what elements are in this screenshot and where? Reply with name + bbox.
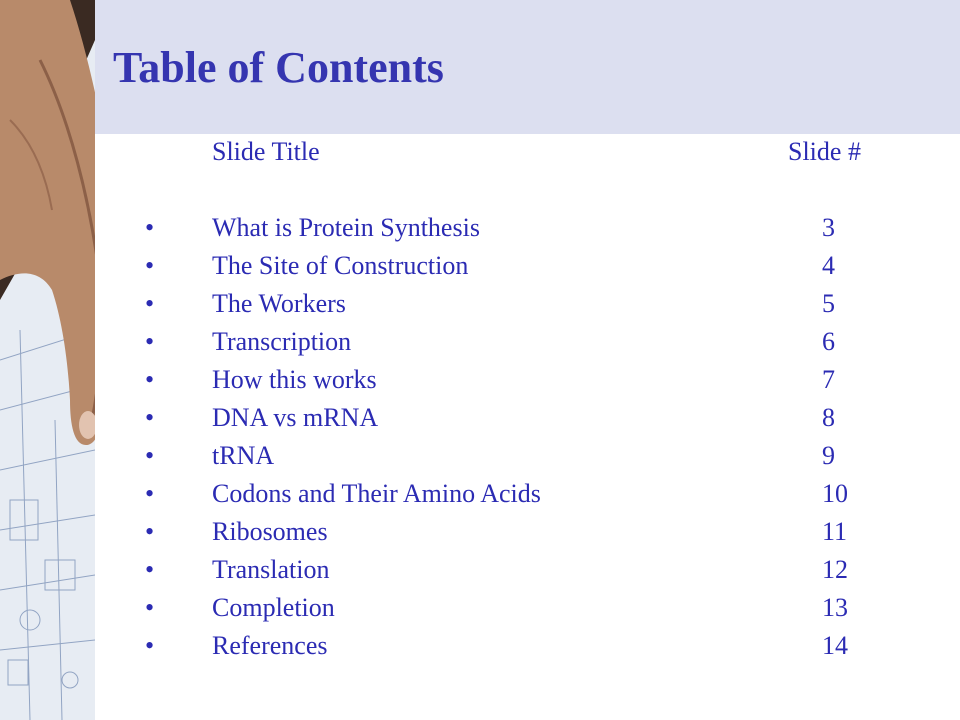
toc-row [0, 513, 960, 551]
toc-item-slide-number: 5 [822, 289, 835, 318]
toc-item-slide-number: 4 [822, 251, 835, 280]
toc-item-title: Transcription [212, 327, 352, 356]
toc-item-slide-number: 6 [822, 327, 835, 356]
toc-item-title: DNA vs mRNA [212, 403, 379, 432]
toc-item-title: tRNA [212, 441, 275, 470]
toc-item-title: Completion [212, 593, 335, 622]
toc-item-title: Ribosomes [212, 517, 328, 546]
bullet: • [145, 441, 155, 470]
toc-item-slide-number: 7 [822, 365, 835, 394]
toc-item-title: Codons and Their Amino Acids [212, 479, 541, 508]
slide-title: Table of Contents [113, 43, 444, 92]
toc-row [0, 323, 960, 361]
toc-item-slide-number: 13 [822, 593, 848, 622]
toc-item-title: The Site of Construction [212, 251, 469, 280]
toc-row [0, 209, 960, 247]
toc-row [0, 361, 960, 399]
toc-item-title: How this works [212, 365, 377, 394]
toc-row [0, 247, 960, 285]
toc-row [0, 627, 960, 665]
toc-row [0, 475, 960, 513]
toc-row [0, 285, 960, 323]
toc-item-slide-number: 10 [822, 479, 848, 508]
toc-item-title: What is Protein Synthesis [212, 213, 480, 242]
toc-row [0, 399, 960, 437]
bullet: • [145, 517, 155, 546]
bullet: • [145, 593, 155, 622]
toc-item-title: Translation [212, 555, 330, 584]
toc-item-slide-number: 12 [822, 555, 848, 584]
bullet: • [145, 251, 155, 280]
toc-item-slide-number: 8 [822, 403, 835, 432]
bullet: • [145, 213, 155, 242]
bullet: • [145, 403, 155, 432]
toc-item-slide-number: 9 [822, 441, 835, 470]
toc-row [0, 437, 960, 475]
toc-row [0, 589, 960, 627]
header-slide-number: Slide # [788, 137, 861, 166]
bullet: • [145, 327, 155, 356]
toc-item-slide-number: 14 [822, 631, 848, 660]
toc-item-title: References [212, 631, 328, 660]
toc-item-title: The Workers [212, 289, 346, 318]
toc-header-row [0, 133, 960, 171]
toc-item-slide-number: 3 [822, 213, 835, 242]
bullet: • [145, 289, 155, 318]
bullet: • [145, 631, 155, 660]
bullet: • [145, 365, 155, 394]
toc-row [0, 551, 960, 589]
toc-item-slide-number: 11 [822, 517, 848, 546]
bullet: • [145, 555, 155, 584]
header-slide-title: Slide Title [212, 137, 320, 166]
bullet: • [145, 479, 155, 508]
